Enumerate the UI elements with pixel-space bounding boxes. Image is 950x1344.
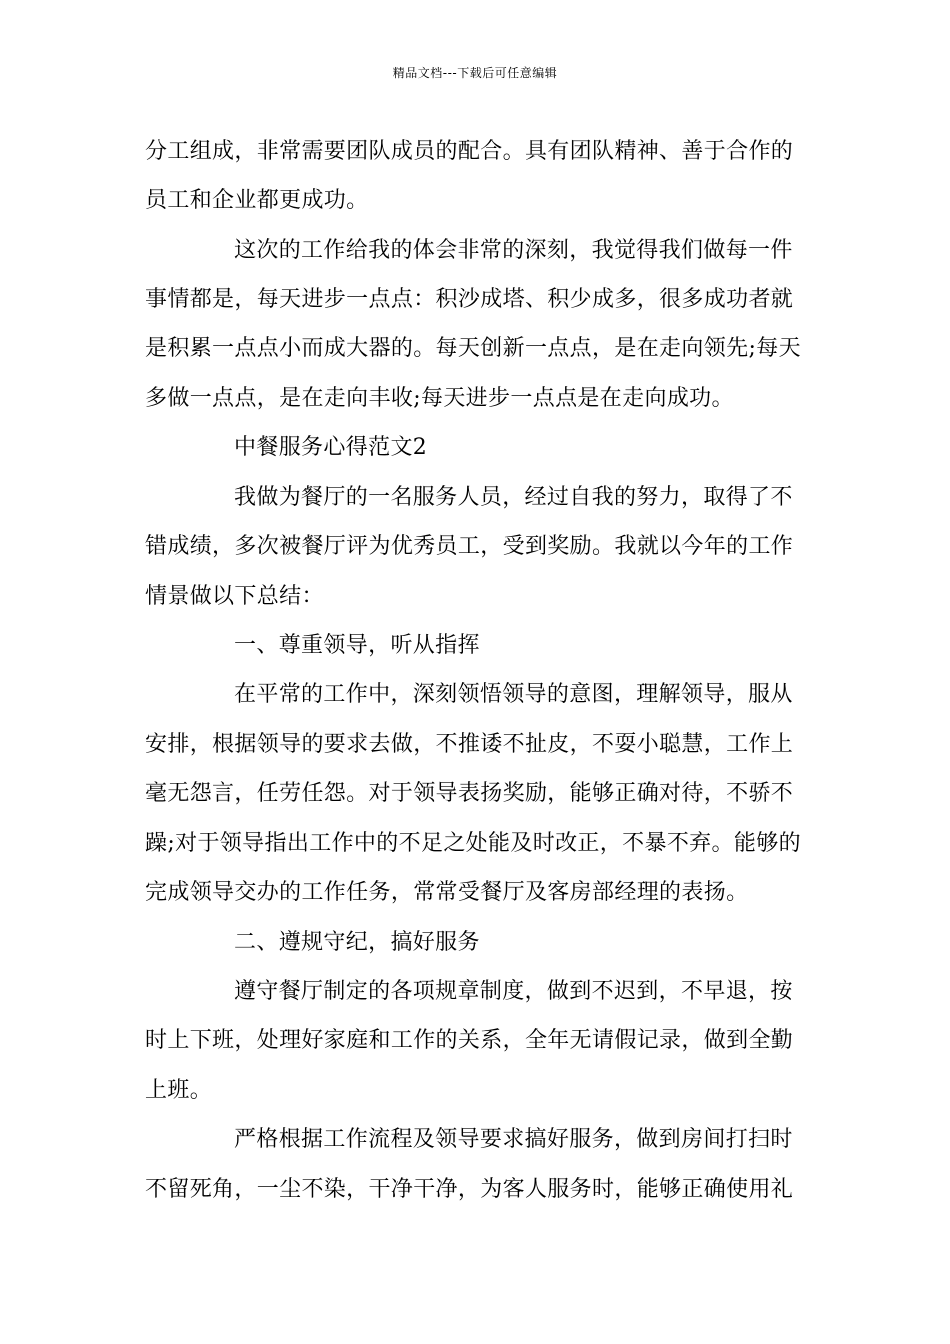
text-line: 错成绩，多次被餐厅评为优秀员工，受到奖励。我就以今年的工作 (145, 534, 794, 559)
text-line: 严格根据工作流程及领导要求搞好服务，做到房间打扫时 (234, 1127, 793, 1152)
text-line: 躁;对于领导指出工作中的不足之处能及时改正，不暴不弃。能够的 (145, 831, 801, 856)
text-line: 不留死角，一尘不染，干净干净，为客人服务时，能够正确使用礼 (145, 1177, 794, 1202)
page-header: 精品文档---下载后可任意编辑 (392, 66, 558, 80)
text-line: 在平常的工作中，深刻领悟领导的意图，理解领导，服从 (234, 682, 793, 707)
section-title: 中餐服务心得范文2 (234, 435, 428, 460)
text-line: 是积累一点点小而成大器的。每天创新一点点，是在走向领先;每天 (145, 336, 801, 361)
text-line: 员工和企业都更成功。 (145, 188, 369, 213)
subheading: 二、遵规守纪，搞好服务 (234, 930, 480, 955)
text-line: 事情都是，每天进步一点点：积沙成塔、积少成多，很多成功者就 (145, 287, 794, 312)
text-line: 完成领导交办的工作任务，常常受餐厅及客房部经理的表扬。 (145, 880, 749, 905)
text-line: 分工组成，非常需要团队成员的配合。具有团队精神、善于合作的 (145, 139, 794, 164)
text-line: 上班。 (145, 1078, 213, 1103)
text-line: 我做为餐厅的一名服务人员，经过自我的努力，取得了不 (234, 485, 793, 510)
text-line: 安排，根据领导的要求去做，不推诿不扯皮，不耍小聪慧，工作上 (145, 732, 794, 757)
subheading: 一、尊重领导，听从指挥 (234, 633, 480, 658)
text-line: 情景做以下总结： (145, 584, 324, 609)
text-line: 这次的工作给我的体会非常的深刻，我觉得我们做每一件 (234, 238, 793, 263)
text-line: 遵守餐厅制定的各项规章制度，做到不迟到，不早退，按 (234, 979, 793, 1004)
text-line: 多做一点点，是在走向丰收;每天进步一点点是在走向成功。 (145, 386, 734, 411)
text-line: 毫无怨言，任劳任怨。对于领导表扬奖励，能够正确对待，不骄不 (145, 781, 794, 806)
text-line: 时上下班，处理好家庭和工作的关系，全年无请假记录，做到全勤 (145, 1028, 794, 1053)
